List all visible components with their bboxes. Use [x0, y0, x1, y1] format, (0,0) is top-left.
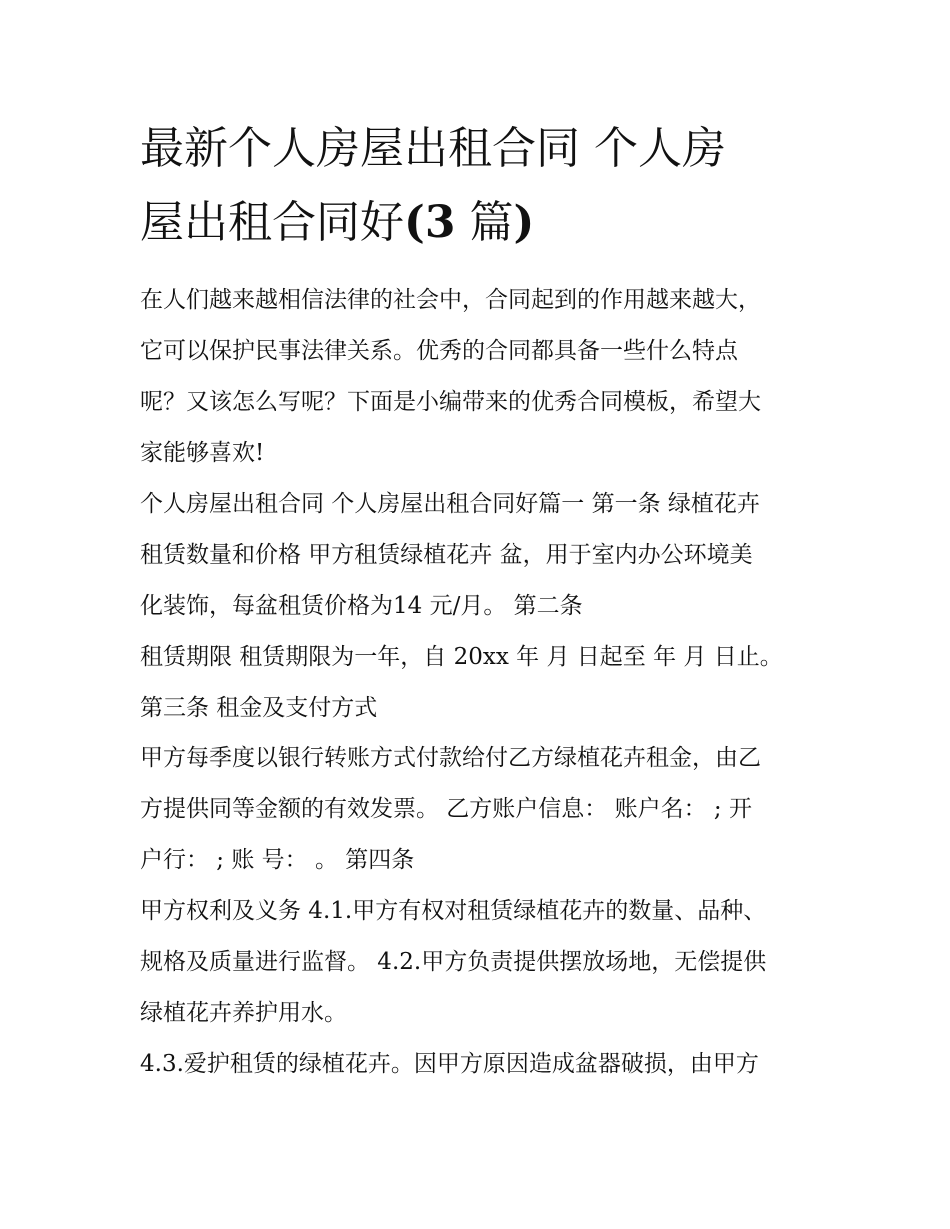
paragraph-line: 在人们越来越相信法律的社会中，合同起到的作用越来越大，: [140, 287, 761, 313]
paragraph-line: 租赁数量和价格 甲方租赁绿植花卉 盆，用于室内办公环境美: [140, 542, 753, 568]
paragraph-line: 家能够喜欢!: [140, 440, 265, 466]
title-line-2: [140, 197, 534, 248]
document-title: [140, 112, 830, 260]
paragraph-line: 规格及质量进行监督。 4.2.甲方负责提供摆放场地，无偿提供: [140, 949, 767, 975]
paragraph-line: 绿植花卉养护用水。: [140, 1000, 347, 1026]
paragraph-line: 甲方每季度以银行转账方式付款给付乙方绿植花卉租金，由乙: [140, 745, 761, 771]
paragraph-line: 化装饰，每盆租赁价格为14 元/月。 第二条: [140, 593, 583, 619]
title-line-1: 最新个人房屋出租合同 个人房: [140, 123, 726, 174]
paragraph-line: 户行： ; 账 号： 。 第四条: [140, 847, 415, 873]
paragraph-line: 第三条 租金及支付方式: [140, 695, 378, 721]
paragraph-line: 租赁期限 租赁期限为一年，自 20xx 年 月 日起至 年 月 日止。: [140, 644, 783, 670]
title-line-2-text: 屋出租合同好: [140, 197, 404, 248]
paragraph-line: 方提供同等金额的有效发票。 乙方账户信息： 账户名： ; 开: [140, 796, 752, 822]
title-count-unit: 篇: [469, 197, 514, 248]
paragraph-line: 它可以保护民事法律关系。优秀的合同都具备一些什么特点: [140, 338, 738, 364]
paragraph-line: 个人房屋出租合同 个人房屋出租合同好篇一 第一条 绿植花卉: [140, 491, 760, 517]
paragraph-line: 呢？又该怎么写呢？下面是小编带来的优秀合同模板，希望大: [140, 389, 761, 415]
paragraph-line: 甲方权利及义务 4.1.甲方有权对租赁绿植花卉的数量、品种、: [140, 898, 767, 924]
title-count-open: (3: [404, 197, 456, 248]
title-count-close: ): [513, 197, 535, 248]
paragraph-line: 4.3.爱护租赁的绿植花卉。因甲方原因造成盆器破损，由甲方: [140, 1051, 759, 1077]
